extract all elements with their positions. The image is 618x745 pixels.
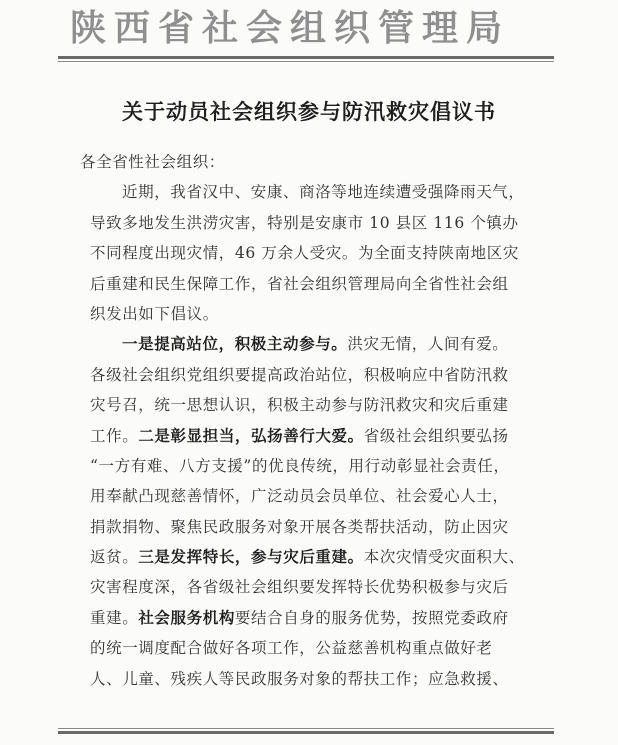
emphasis-text: 一是提高站位，积极主动参与。 xyxy=(122,334,348,354)
body-text: 近期，我省汉中、安康、商洛等地连续遭受强降雨天气， xyxy=(122,183,525,202)
body-text: 织发出如下倡议。 xyxy=(90,304,219,323)
footer-divider-thick xyxy=(58,731,554,734)
body-text: 导致多地发生洪涝灾害，特别是安康市 10 县区 116 个镇办 xyxy=(90,213,519,232)
body-line xyxy=(90,481,530,511)
body-text: 省级社会组织要弘扬 xyxy=(363,426,509,445)
body-line xyxy=(90,664,530,694)
document-body xyxy=(80,147,530,694)
header-divider-thick xyxy=(58,56,554,59)
issuing-authority-header: 陕西省社会组织管理局 xyxy=(70,7,511,49)
body-line xyxy=(90,451,530,481)
body-line xyxy=(90,360,530,390)
body-line xyxy=(90,329,530,359)
body-text: 返贫。 xyxy=(90,548,139,567)
body-line xyxy=(90,208,530,238)
body-text: 后重建和民生保障工作，省社会组织管理局向全省性社会组 xyxy=(90,274,509,293)
footer-divider-thin xyxy=(58,728,554,729)
body-text: “一方有难、八方支援”的优良传统，用行动彰显社会责任， xyxy=(90,456,510,475)
body-text: 的统一调度配合做好各项工作，公益慈善机构重点做好老 xyxy=(90,639,493,658)
body-line xyxy=(90,421,530,451)
body-text: 本次灾情受灾面积大、 xyxy=(363,548,525,567)
body-line xyxy=(90,238,530,268)
body-line xyxy=(90,633,530,663)
body-text: 要结合自身的服务优势，按照党委政府 xyxy=(234,608,509,627)
body-text: 灾号召，统一思想认识，积极主动参与防汛救灾和灾后重建 xyxy=(90,396,509,415)
document-title: 关于动员社会组织参与防汛救灾倡议书 xyxy=(122,99,496,124)
body-text: 用奉献凸现慈善情怀，广泛动员会员单位、社会爱心人士， xyxy=(90,487,509,506)
salutation: 各全省性社会组织： xyxy=(80,153,225,171)
emphasis-text: 三是发挥特长，参与灾后重建。 xyxy=(138,547,364,567)
body-line xyxy=(90,512,530,542)
body-text: 人、儿童、残疾人等民政服务对象的帮扶工作；应急救援、 xyxy=(90,669,509,688)
body-text: 洪灾无情，人间有爱。 xyxy=(347,335,509,354)
body-text: 重建。 xyxy=(90,608,139,627)
body-line xyxy=(90,269,530,299)
body-lines xyxy=(90,177,530,694)
body-text: 各级社会组织党组织要提高政治站位，积极响应中省防汛救 xyxy=(90,365,509,384)
body-line xyxy=(90,299,530,329)
body-text: 捐款捐物、聚焦民政服务对象开展各类帮扶活动，防止因灾 xyxy=(90,517,509,536)
emphasis-text: 社会服务机构 xyxy=(138,607,235,627)
body-line xyxy=(90,603,530,633)
body-line xyxy=(90,390,530,420)
emphasis-text: 二是彰显担当，弘扬善行大爱。 xyxy=(138,425,364,445)
body-text: 灾害程度深，各省级社会组织要发挥特长优势积极参与灾后 xyxy=(90,578,509,597)
body-line xyxy=(90,542,530,572)
header-divider-thin xyxy=(58,61,554,62)
body-text: 工作。 xyxy=(90,426,139,445)
body-line xyxy=(90,572,530,602)
body-line xyxy=(90,177,530,207)
body-text: 不同程度出现灾情，46 万余人受灾。为全面支持陕南地区灾 xyxy=(90,244,519,263)
